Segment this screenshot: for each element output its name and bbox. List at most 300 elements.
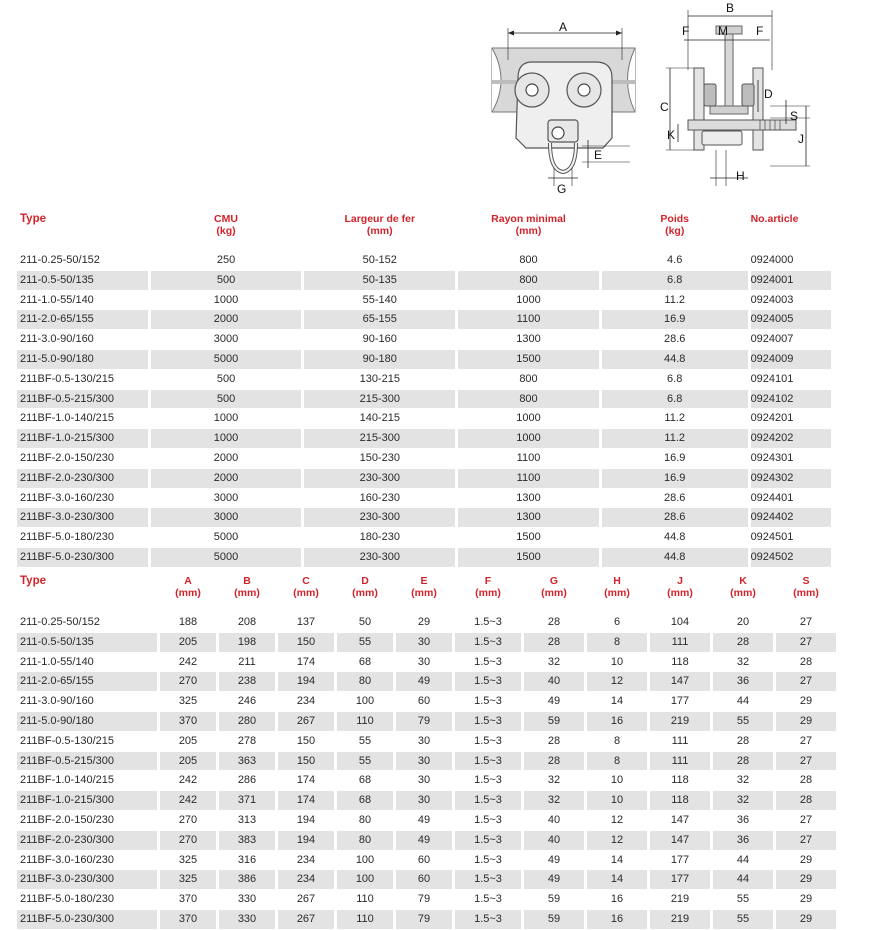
cell-type: 211BF-1.0-140/215 xyxy=(17,409,148,429)
cell-type: 211-3.0-90/160 xyxy=(17,692,157,712)
table-cell: 55 xyxy=(713,712,773,732)
table-cell: 118 xyxy=(650,791,710,811)
table-cell: 40 xyxy=(524,831,584,851)
table-cell: 234 xyxy=(278,851,334,871)
dim-label-f-right: F xyxy=(756,24,764,38)
table-body xyxy=(17,613,836,930)
table-cell: 16.9 xyxy=(602,469,748,489)
table-cell: 3000 xyxy=(151,330,302,350)
table-cell: 234 xyxy=(278,692,334,712)
table-cell: 111 xyxy=(650,633,710,653)
table-cell: 140-215 xyxy=(304,409,455,429)
table-cell: 137 xyxy=(278,613,334,633)
table-cell: 0924001 xyxy=(751,271,831,291)
header-g: G (mm) xyxy=(541,575,567,599)
table-cell: 29 xyxy=(776,712,836,732)
technical-drawings xyxy=(470,0,872,196)
table-cell: 0924502 xyxy=(751,548,831,568)
cell-type: 211-0.25-50/152 xyxy=(17,251,148,271)
table-cell: 32 xyxy=(524,771,584,791)
dim-label-b: B xyxy=(726,1,735,15)
table-cell: 111 xyxy=(650,732,710,752)
table-cell: 30 xyxy=(396,633,452,653)
table-cell: 110 xyxy=(337,910,393,930)
cell-type: 211BF-0.5-215/300 xyxy=(17,752,157,772)
table-row xyxy=(17,653,836,673)
spec-table-general xyxy=(14,213,834,568)
table-cell: 238 xyxy=(219,672,275,692)
header-c: C (mm) xyxy=(293,575,319,599)
table-cell: 0924401 xyxy=(751,489,831,509)
table-row xyxy=(17,469,831,489)
table-cell: 65-155 xyxy=(304,310,455,330)
cell-type: 211-5.0-90/180 xyxy=(17,350,148,370)
table-cell: 4.6 xyxy=(602,251,748,271)
dim-label-j: J xyxy=(798,132,804,146)
dim-label-f-left: F xyxy=(682,24,690,38)
table-cell: 1500 xyxy=(458,548,599,568)
table-cell: 242 xyxy=(160,791,216,811)
table-cell: 1.5~3 xyxy=(455,910,521,930)
cell-type: 211-0.25-50/152 xyxy=(17,613,157,633)
table-cell: 0924000 xyxy=(751,251,831,271)
table-cell: 28 xyxy=(713,752,773,772)
table-cell: 6 xyxy=(587,613,647,633)
table-cell: 30 xyxy=(396,653,452,673)
table-row xyxy=(17,291,831,311)
table-cell: 278 xyxy=(219,732,275,752)
table-cell: 60 xyxy=(396,692,452,712)
front-view xyxy=(492,20,635,196)
table-cell: 1000 xyxy=(458,409,599,429)
table-cell: 80 xyxy=(337,672,393,692)
table-cell: 44 xyxy=(713,851,773,871)
table-header-row xyxy=(17,575,836,613)
table-cell: 1.5~3 xyxy=(455,712,521,732)
table-cell: 90-180 xyxy=(304,350,455,370)
table-cell: 242 xyxy=(160,771,216,791)
table-cell: 215-300 xyxy=(304,390,455,410)
table-row xyxy=(17,633,836,653)
table-cell: 30 xyxy=(396,771,452,791)
table-cell: 28.6 xyxy=(602,489,748,509)
table-cell: 28 xyxy=(776,653,836,673)
table-cell: 147 xyxy=(650,811,710,831)
table-row xyxy=(17,429,831,449)
table-cell: 59 xyxy=(524,890,584,910)
table-cell: 90-160 xyxy=(304,330,455,350)
table-cell: 29 xyxy=(776,910,836,930)
table-cell: 147 xyxy=(650,831,710,851)
table-cell: 174 xyxy=(278,653,334,673)
table-cell: 130-215 xyxy=(304,370,455,390)
table-cell: 800 xyxy=(458,370,599,390)
table-row xyxy=(17,310,831,330)
table-cell: 1.5~3 xyxy=(455,633,521,653)
table-row xyxy=(17,712,836,732)
table-cell: 160-230 xyxy=(304,489,455,509)
table-cell: 104 xyxy=(650,613,710,633)
table-cell: 0924501 xyxy=(751,528,831,548)
table-cell: 500 xyxy=(151,390,302,410)
header-a: A (mm) xyxy=(175,575,201,599)
table-cell: 118 xyxy=(650,653,710,673)
table-cell: 1000 xyxy=(151,291,302,311)
table-cell: 16 xyxy=(587,890,647,910)
table-cell: 49 xyxy=(396,811,452,831)
table-row xyxy=(17,548,831,568)
table-cell: 0924007 xyxy=(751,330,831,350)
table-cell: 1000 xyxy=(458,429,599,449)
table-cell: 3000 xyxy=(151,489,302,509)
table-cell: 219 xyxy=(650,712,710,732)
table-cell: 177 xyxy=(650,851,710,871)
table-cell: 110 xyxy=(337,712,393,732)
table-cell: 29 xyxy=(396,613,452,633)
table-row xyxy=(17,692,836,712)
table-cell: 55 xyxy=(337,732,393,752)
table-cell: 44.8 xyxy=(602,350,748,370)
dim-label-k: K xyxy=(667,128,676,142)
table-row xyxy=(17,508,831,528)
table-cell: 30 xyxy=(396,752,452,772)
table-cell: 500 xyxy=(151,271,302,291)
table-cell: 11.2 xyxy=(602,429,748,449)
table-cell: 205 xyxy=(160,732,216,752)
table-cell: 28 xyxy=(524,752,584,772)
table-cell: 230-300 xyxy=(304,508,455,528)
table-cell: 8 xyxy=(587,633,647,653)
table-cell: 1300 xyxy=(458,508,599,528)
table-cell: 1.5~3 xyxy=(455,811,521,831)
table-cell: 29 xyxy=(776,851,836,871)
table-cell: 3000 xyxy=(151,508,302,528)
table-cell: 59 xyxy=(524,712,584,732)
table-cell: 500 xyxy=(151,370,302,390)
table-cell: 10 xyxy=(587,653,647,673)
table-cell: 194 xyxy=(278,831,334,851)
table-cell: 5000 xyxy=(151,350,302,370)
table-row xyxy=(17,672,836,692)
table-cell: 5000 xyxy=(151,528,302,548)
table-cell: 1000 xyxy=(151,429,302,449)
table-cell: 60 xyxy=(396,851,452,871)
table-cell: 50-152 xyxy=(304,251,455,271)
table-cell: 55 xyxy=(713,890,773,910)
table-cell: 325 xyxy=(160,692,216,712)
table-cell: 1.5~3 xyxy=(455,791,521,811)
table-row xyxy=(17,489,831,509)
table-cell: 6.8 xyxy=(602,370,748,390)
table-cell: 30 xyxy=(396,791,452,811)
table-cell: 14 xyxy=(587,870,647,890)
table-cell: 80 xyxy=(337,831,393,851)
table-cell: 44.8 xyxy=(602,548,748,568)
table-cell: 174 xyxy=(278,771,334,791)
table-cell: 2000 xyxy=(151,449,302,469)
table-cell: 1.5~3 xyxy=(455,672,521,692)
table-cell: 59 xyxy=(524,910,584,930)
cell-type: 211BF-1.0-215/300 xyxy=(17,791,157,811)
table-row xyxy=(17,613,836,633)
table-cell: 1.5~3 xyxy=(455,692,521,712)
table-cell: 11.2 xyxy=(602,291,748,311)
table-cell: 1.5~3 xyxy=(455,613,521,633)
dim-label-h: H xyxy=(736,169,745,183)
table-cell: 270 xyxy=(160,811,216,831)
table-cell: 0924202 xyxy=(751,429,831,449)
table-cell: 44 xyxy=(713,692,773,712)
cell-type: 211BF-5.0-230/300 xyxy=(17,910,157,930)
table-cell: 234 xyxy=(278,870,334,890)
table-cell: 28 xyxy=(524,732,584,752)
cell-type: 211-3.0-90/160 xyxy=(17,330,148,350)
table-cell: 370 xyxy=(160,910,216,930)
table-cell: 79 xyxy=(396,712,452,732)
table-cell: 16 xyxy=(587,910,647,930)
header-min-radius: Rayon minimal (mm) xyxy=(491,213,566,237)
cell-type: 211BF-2.0-230/300 xyxy=(17,831,157,851)
table-cell: 12 xyxy=(587,672,647,692)
table-cell: 177 xyxy=(650,692,710,712)
dim-label-g: G xyxy=(557,182,567,196)
cell-type: 211BF-3.0-160/230 xyxy=(17,851,157,871)
table-cell: 198 xyxy=(219,633,275,653)
table-cell: 286 xyxy=(219,771,275,791)
table-cell: 2000 xyxy=(151,469,302,489)
table-cell: 49 xyxy=(396,831,452,851)
table-cell: 386 xyxy=(219,870,275,890)
table-row xyxy=(17,732,836,752)
table-cell: 11.2 xyxy=(602,409,748,429)
table-cell: 194 xyxy=(278,811,334,831)
table-cell: 194 xyxy=(278,672,334,692)
table-cell: 32 xyxy=(713,653,773,673)
table-cell: 68 xyxy=(337,791,393,811)
dim-label-e: E xyxy=(594,148,603,162)
header-k: K (mm) xyxy=(730,575,756,599)
cell-type: 211-1.0-55/140 xyxy=(17,653,157,673)
table-cell: 0924402 xyxy=(751,508,831,528)
table-cell: 12 xyxy=(587,831,647,851)
table-cell: 79 xyxy=(396,910,452,930)
table-cell: 49 xyxy=(524,692,584,712)
table-cell: 20 xyxy=(713,613,773,633)
table-header-row xyxy=(17,213,831,251)
table-cell: 29 xyxy=(776,890,836,910)
header-d: D (mm) xyxy=(352,575,378,599)
table-cell: 68 xyxy=(337,771,393,791)
table-cell: 36 xyxy=(713,831,773,851)
cell-type: 211BF-1.0-215/300 xyxy=(17,429,148,449)
table-cell: 180-230 xyxy=(304,528,455,548)
dim-label-m: M xyxy=(718,24,728,38)
table-cell: 111 xyxy=(650,752,710,772)
table-cell: 44.8 xyxy=(602,528,748,548)
table-cell: 383 xyxy=(219,831,275,851)
table-cell: 250 xyxy=(151,251,302,271)
table-cell: 16.9 xyxy=(602,310,748,330)
table-cell: 150 xyxy=(278,633,334,653)
table-cell: 49 xyxy=(524,851,584,871)
table-cell: 1.5~3 xyxy=(455,870,521,890)
table-cell: 1000 xyxy=(151,409,302,429)
table-cell: 1.5~3 xyxy=(455,653,521,673)
header-b: B (mm) xyxy=(234,575,260,599)
table-cell: 110 xyxy=(337,890,393,910)
table-cell: 44 xyxy=(713,870,773,890)
table-cell: 36 xyxy=(713,811,773,831)
spec-table-dimensions xyxy=(14,575,839,930)
table-cell: 0924005 xyxy=(751,310,831,330)
cell-type: 211BF-0.5-215/300 xyxy=(17,390,148,410)
header-e: E (mm) xyxy=(411,575,437,599)
table-cell: 174 xyxy=(278,791,334,811)
table-cell: 150 xyxy=(278,752,334,772)
table-cell: 10 xyxy=(587,771,647,791)
cell-type: 211BF-2.0-150/230 xyxy=(17,811,157,831)
table-cell: 100 xyxy=(337,870,393,890)
cell-type: 211BF-0.5-130/215 xyxy=(17,732,157,752)
table-cell: 230-300 xyxy=(304,469,455,489)
table-cell: 27 xyxy=(776,613,836,633)
table-cell: 28.6 xyxy=(602,508,748,528)
header-weight: Poids (kg) xyxy=(660,213,689,237)
table-cell: 313 xyxy=(219,811,275,831)
table-cell: 6.8 xyxy=(602,271,748,291)
table-cell: 0924003 xyxy=(751,291,831,311)
table-cell: 27 xyxy=(776,732,836,752)
cell-type: 211BF-5.0-230/300 xyxy=(17,548,148,568)
table-cell: 32 xyxy=(524,791,584,811)
table-cell: 0924302 xyxy=(751,469,831,489)
table-row xyxy=(17,890,836,910)
table-cell: 211 xyxy=(219,653,275,673)
table-cell: 0924009 xyxy=(751,350,831,370)
table-cell: 28 xyxy=(524,633,584,653)
table-cell: 270 xyxy=(160,831,216,851)
table-cell: 32 xyxy=(713,771,773,791)
table-row xyxy=(17,390,831,410)
table-row xyxy=(17,271,831,291)
table-row xyxy=(17,449,831,469)
table-cell: 28 xyxy=(713,732,773,752)
cell-type: 211-1.0-55/140 xyxy=(17,291,148,311)
table-cell: 8 xyxy=(587,752,647,772)
table-cell: 118 xyxy=(650,771,710,791)
table-cell: 1100 xyxy=(458,469,599,489)
table-cell: 215-300 xyxy=(304,429,455,449)
table-cell: 1500 xyxy=(458,350,599,370)
table-cell: 49 xyxy=(524,870,584,890)
table-cell: 316 xyxy=(219,851,275,871)
table-cell: 28.6 xyxy=(602,330,748,350)
side-view xyxy=(660,1,810,186)
table-cell: 55-140 xyxy=(304,291,455,311)
table-cell: 150-230 xyxy=(304,449,455,469)
table-cell: 800 xyxy=(458,271,599,291)
table-cell: 325 xyxy=(160,870,216,890)
table-cell: 12 xyxy=(587,811,647,831)
dim-label-d: D xyxy=(764,87,773,101)
table-cell: 6.8 xyxy=(602,390,748,410)
table-cell: 1.5~3 xyxy=(455,890,521,910)
table-cell: 205 xyxy=(160,752,216,772)
table-cell: 0924101 xyxy=(751,370,831,390)
header-flange-width: Largeur de fer (mm) xyxy=(344,213,416,237)
table-cell: 55 xyxy=(337,633,393,653)
dim-label-a: A xyxy=(559,20,568,34)
table-cell: 28 xyxy=(776,791,836,811)
table-cell: 219 xyxy=(650,910,710,930)
table-cell: 242 xyxy=(160,653,216,673)
table-cell: 40 xyxy=(524,811,584,831)
table-cell: 27 xyxy=(776,811,836,831)
table-cell: 267 xyxy=(278,890,334,910)
table-row xyxy=(17,811,836,831)
table-cell: 800 xyxy=(458,390,599,410)
table-cell: 36 xyxy=(713,672,773,692)
table-cell: 1300 xyxy=(458,489,599,509)
table-cell: 100 xyxy=(337,851,393,871)
table-cell: 16.9 xyxy=(602,449,748,469)
table-cell: 14 xyxy=(587,851,647,871)
table-cell: 177 xyxy=(650,870,710,890)
table-cell: 371 xyxy=(219,791,275,811)
table-cell: 5000 xyxy=(151,548,302,568)
table-cell: 246 xyxy=(219,692,275,712)
table-cell: 270 xyxy=(160,672,216,692)
table-cell: 363 xyxy=(219,752,275,772)
table-cell: 267 xyxy=(278,712,334,732)
table-cell: 330 xyxy=(219,910,275,930)
table-row xyxy=(17,752,836,772)
table-cell: 0924102 xyxy=(751,390,831,410)
table-cell: 1.5~3 xyxy=(455,771,521,791)
cell-type: 211BF-3.0-230/300 xyxy=(17,870,157,890)
table-cell: 370 xyxy=(160,712,216,732)
table-cell: 27 xyxy=(776,633,836,653)
header-type: Type xyxy=(20,575,46,587)
table-cell: 0924301 xyxy=(751,449,831,469)
table-cell: 14 xyxy=(587,692,647,712)
table-cell: 40 xyxy=(524,672,584,692)
table-cell: 2000 xyxy=(151,310,302,330)
table-cell: 370 xyxy=(160,890,216,910)
table-cell: 16 xyxy=(587,712,647,732)
cell-type: 211BF-2.0-230/300 xyxy=(17,469,148,489)
cell-type: 211-2.0-65/155 xyxy=(17,310,148,330)
table-cell: 68 xyxy=(337,653,393,673)
header-cmu: CMU (kg) xyxy=(214,213,238,237)
table-cell: 219 xyxy=(650,890,710,910)
table-row xyxy=(17,350,831,370)
table-cell: 27 xyxy=(776,752,836,772)
table-row xyxy=(17,528,831,548)
table-cell: 1.5~3 xyxy=(455,831,521,851)
table-cell: 330 xyxy=(219,890,275,910)
cell-type: 211BF-5.0-180/230 xyxy=(17,890,157,910)
table-cell: 1.5~3 xyxy=(455,752,521,772)
table-cell: 55 xyxy=(337,752,393,772)
table-cell: 27 xyxy=(776,672,836,692)
table-cell: 280 xyxy=(219,712,275,732)
table-cell: 8 xyxy=(587,732,647,752)
table-row xyxy=(17,831,836,851)
table-cell: 55 xyxy=(713,910,773,930)
table-cell: 100 xyxy=(337,692,393,712)
table-cell: 150 xyxy=(278,732,334,752)
